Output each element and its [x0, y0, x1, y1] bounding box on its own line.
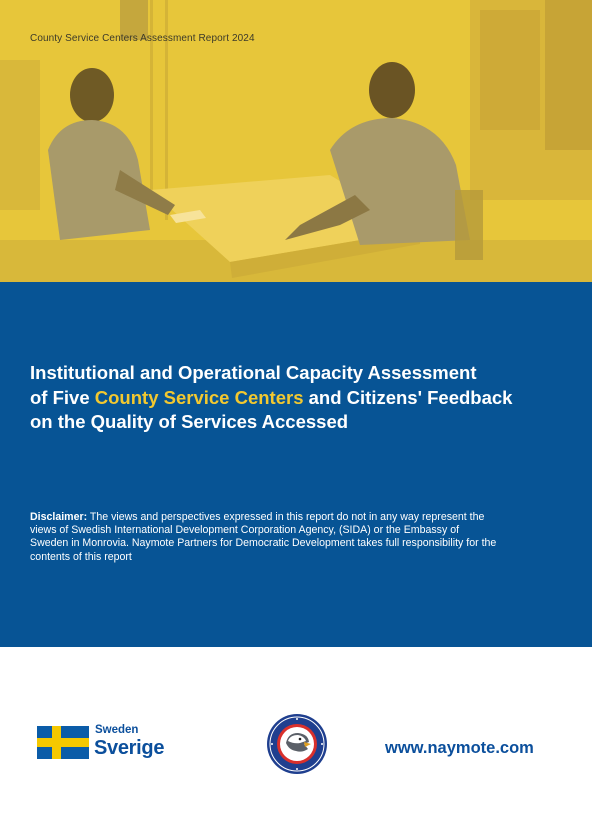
cover-photo: [0, 0, 592, 282]
title-line-2-start: of Five: [30, 386, 95, 408]
sverige-logo-text: Sverige: [94, 737, 165, 759]
sweden-flag-icon: [37, 726, 89, 759]
report-title: [30, 361, 570, 435]
title-highlight: County Service Centers: [94, 386, 304, 408]
title-band: [0, 282, 592, 647]
sweden-logo-text: Sweden: [95, 724, 139, 736]
report-label: County Service Centers Assessment Report 2024: [30, 33, 255, 44]
disclaimer-text: The views and perspectives expressed in this report do not in any way represent the views of Swedish International Development Corporation Agency, (SIDA) or the Embassy of Sweden in Monrovia. Naymote Partners for Democratic Development takes full responsibility for the contents of this report: [30, 511, 497, 563]
disclaimer-label: Disclaimer:: [30, 511, 88, 523]
title-line-3: on the Quality of Services Accessed: [30, 411, 349, 432]
eagle-seal-icon: [266, 713, 328, 775]
disclaimer: [30, 511, 500, 564]
sweden-sverige-logo: [37, 724, 172, 764]
title-line-2-end: and Citizens' Feedback: [303, 386, 513, 408]
title-line-1: Institutional and Operational Capacity Assessment: [30, 362, 477, 383]
website-link[interactable]: www.naymote.com: [385, 739, 534, 757]
